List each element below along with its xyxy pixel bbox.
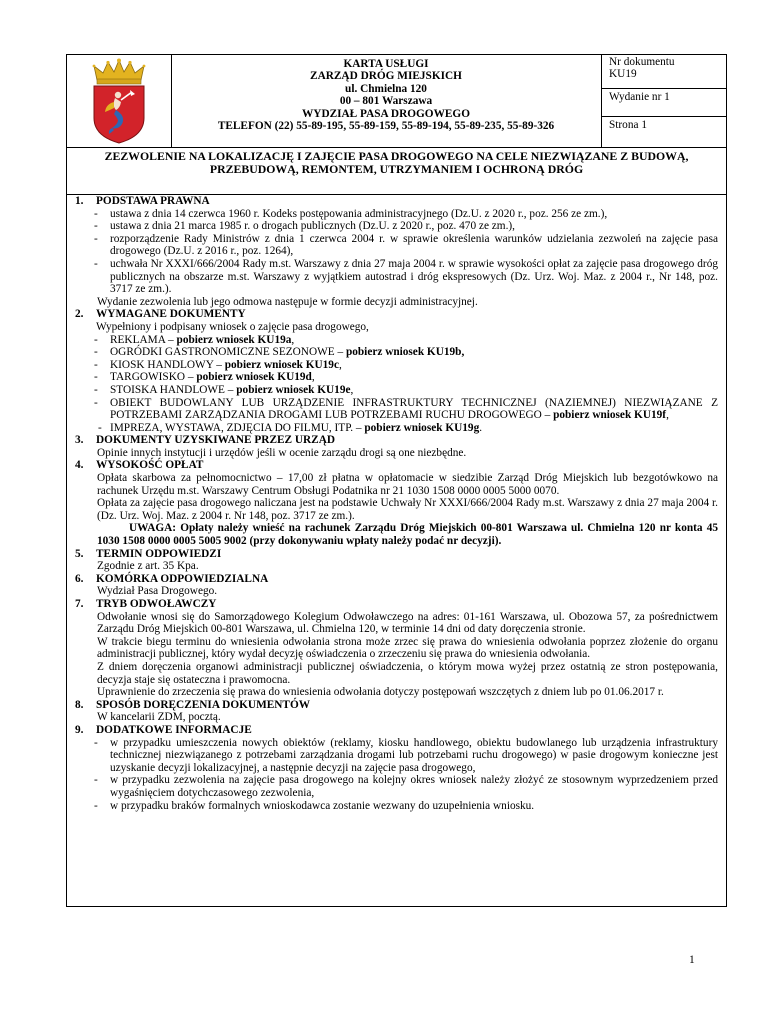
form-link-ku19c[interactable]: pobierz wniosek KU19c	[224, 358, 339, 371]
section-legal-basis	[67, 195, 726, 308]
section-appeal	[67, 598, 726, 699]
section-heading	[67, 308, 726, 321]
doc-number: KU19	[609, 68, 637, 81]
doc-number-box	[602, 55, 726, 89]
section-title: DOKUMENTY UZYSKIWANE PRZEZ URZĄD	[96, 434, 336, 447]
documents-intro: Wypełniony i podpisany wniosek o zajęcie pasa drogowego,	[96, 320, 369, 333]
section-number: 2.	[75, 308, 84, 321]
form-link-ku19b[interactable]: pobierz wniosek KU19b,	[345, 346, 465, 359]
section-title: WYSOKOŚĆ OPŁAT	[96, 459, 204, 472]
header-info-cell	[171, 55, 602, 147]
legal-note: Wydanie zezwolenia lub jego odmowa następuje w formie decyzji administracyjnej.	[97, 295, 478, 308]
form-link-ku19g[interactable]: pobierz wniosek KU19g	[364, 421, 480, 434]
form-link-ku19a[interactable]: pobierz wniosek KU19a	[176, 333, 292, 346]
department-name: WYDZIAŁ PASA DROGOWEGO	[301, 107, 470, 120]
page-box	[602, 117, 726, 147]
list-item: - w przypadku braków formalnych wnioskodawca zostanie wezwany do uzupełnienia wniosku.	[94, 799, 535, 812]
section-heading	[67, 548, 726, 561]
list-item: - OBIEKT BUDOWLANY LUB URZĄDZENIE INFRASTRUKTURY TECHNICZNEJ (NAZIEMNEJ) NIEZWIĄZANE Z POTRZEBAMI ZARZĄDZANIA DROGAMI LUB POTRZEBAMI RUCHU DROGOWEGO – pobierz wniosek KU19f,	[94, 396, 718, 422]
institution-street: ul. Chmielna 120	[345, 82, 427, 95]
section-response-time	[67, 548, 726, 573]
section-fees	[67, 459, 726, 547]
section-text: Wydział Pasa Drogowego.	[97, 585, 218, 598]
list-item: - uchwała Nr XXXI/666/2004 Rady m.st. Warszawy z dnia 27 maja 2004 r. w sprawie wysokości opłat za zajęcie pasa drogowego dróg publicznych na obszarze m.st. Warszawy z wyjątkiem autostrad i dróg ekspresowych (Dz. Urz. Woj. Maz. z 2004 r., Nr 148, poz. 3717 ze zm.).	[94, 257, 718, 296]
appeal-paragraph: Odwołanie wnosi się do Samorządowego Kolegium Odwoławczego na adres: 01-161 Warszawa, ul. Obozowa 57, za pośrednictwem Zarządu Dróg Miejskich 00-801 Warszawa, ul. Chmielna 120, w terminie 14 dni od daty doręczenia stronie.	[97, 610, 718, 636]
section-title: WYMAGANE DOKUMENTY	[96, 308, 246, 321]
section-delivery	[67, 699, 726, 724]
section-number: 5.	[75, 547, 84, 560]
card-title: KARTA USŁUGI	[343, 58, 429, 70]
appeal-paragraph: Uprawnienie do zrzeczenia się prawa do wniesienia odwołania dotyczy postępowań wszczętych z dniem lub po 01.06.2017 r.	[97, 686, 664, 699]
title-line-1: ZEZWOLENIE NA LOKALIZACJĘ I ZAJĘCIE PASA DROGOWEGO NA CELE NIEZWIĄZANE Z BUDOWĄ,	[104, 149, 689, 163]
section-title: SPOSÓB DORĘCZENIA DOKUMENTÓW	[96, 698, 311, 711]
form-link-ku19f[interactable]: pobierz wniosek KU19f	[553, 409, 667, 422]
section-title: TERMIN ODPOWIEDZI	[96, 547, 222, 560]
institution-city: 00 – 801 Warszawa	[339, 95, 433, 108]
service-card-frame	[66, 54, 727, 907]
page-number: 1	[689, 954, 695, 966]
list-item: - rozporządzenie Rady Ministrów z dnia 1 czerwca 2004 r. w sprawie określenia warunków udzielania zezwoleń na zajęcie pasa drogowego (Dz.U. z 2016 r., poz. 1264),	[94, 232, 718, 258]
section-additional-info	[67, 724, 726, 812]
section-number: 3.	[75, 434, 84, 447]
section-title: KOMÓRKA ODPOWIEDZIALNA	[96, 572, 269, 585]
edition-box	[602, 89, 726, 117]
section-number: 8.	[75, 698, 84, 711]
list-item: - KIOSK HANDLOWY – pobierz wniosek KU19c,	[94, 358, 342, 371]
section-number: 7.	[75, 598, 84, 610]
section-text: Zgodnie z art. 35 Kpa.	[97, 560, 199, 573]
section-title: DODATKOWE INFORMACJE	[96, 723, 252, 736]
section-heading	[67, 459, 726, 472]
list-item: - ustawa z dnia 21 marca 1985 r. o drogach publicznych (Dz.U. z 2020 r., poz. 470 ze zm.),	[94, 220, 515, 233]
section-title: PODSTAWA PRAWNA	[96, 195, 210, 207]
document-title	[67, 147, 726, 195]
warsaw-coat-of-arms-icon	[88, 58, 150, 144]
section-heading	[67, 699, 726, 712]
list-item: - STOISKA HANDLOWE – pobierz wniosek KU19e,	[94, 383, 354, 396]
section-responsible-unit	[67, 573, 726, 598]
section-documents-obtained	[67, 434, 726, 459]
document-meta-cell	[602, 55, 726, 147]
list-item: - w przypadku umieszczenia nowych obiektów (reklamy, kiosku handlowego, obiektu budowlanego lub urządzenia infrastruktury technicznej niezwiązanego z potrzebami zarządzania drogami lub potrzebami ruchu drogowego) w pasie drogowym konieczne jest uzyskanie decyzji lokalizacyjnej, a następnie decyzji na zajęcie pasa drogowego,	[94, 736, 718, 774]
content-body	[67, 195, 726, 812]
lane-fee-text: Opłata za zajęcie pasa drogowego naliczana jest na podstawie Uchwały Nr XXXI/666/2004 Rady m.st. Warszawy z dnia 27 maja 2004 r. (Dz. Urz. Woj. Maz. z 2004 r. Nr 148, poz. 3717 ze zm.).	[97, 497, 718, 522]
section-text: Opinie innych instytucji i urzędów jeśli w ocenie zarządu drogi są one niezbędne.	[97, 446, 467, 459]
section-number: 9.	[75, 723, 84, 736]
section-heading	[67, 195, 726, 208]
payment-warning: UWAGA: Opłaty należy wnieść na rachunek Zarządu Dróg Miejskich 00-801 Warszawa ul. Chmielna 120 nr konta 45 1030 1508 0000 0005 5005 9002 (przy dokonywaniu wpłaty należy podać nr decyzji).	[97, 522, 718, 548]
list-item: - TARGOWISKO – pobierz wniosek KU19d,	[94, 371, 315, 384]
section-text: W kancelarii ZDM, pocztą.	[97, 711, 221, 724]
list-item: - REKLAMA – pobierz wniosek KU19a,	[94, 333, 295, 346]
title-line-2: PRZEBUDOWĄ, REMONTEM, UTRZYMANIEM I OCHRONĄ DRÓG	[209, 162, 584, 176]
phone-numbers: TELEFON (22) 55-89-195, 55-89-159, 55-89-194, 55-89-235, 55-89-326	[217, 120, 555, 133]
header-table	[67, 55, 726, 148]
section-number: 4.	[75, 459, 84, 472]
logo-cell	[67, 55, 172, 147]
stamp-fee-text: Opłata skarbowa za pełnomocnictwo – 17,00 zł płatna w opłatomacie w siedzibie Zarząd Dróg Miejskich lub bezgotówkowo na rachunek Urzędu m.st. Warszawy Centrum Obsługi Podatnika nr 21 1030 1508 0000 0005 5000 0070.	[97, 472, 718, 497]
list-item: - ustawa z dnia 14 czerwca 1960 r. Kodeks postępowania administracyjnego (Dz.U. z 2020 r., poz. 256 ze zm.),	[94, 207, 608, 220]
list-item: - IMPREZA, WYSTAWA, ZDJĘCIA DO FILMU, ITP. – pobierz wniosek KU19g.	[98, 421, 483, 434]
appeal-paragraph: W trakcie biegu terminu do wniesienia odwołania strona może zrzec się prawa do wniesienia odwołania poprzez złożenie do organu administracji publicznej, który wydał decyzję oświadczenia o zrzeczeniu się prawa do wniesienia odwołania.	[97, 635, 718, 661]
form-link-ku19d[interactable]: pobierz wniosek KU19d	[196, 371, 312, 384]
appeal-paragraph: Z dniem doręczenia organowi administracji publicznej oświadczenia, o którym mowa wyżej przez ostatnią ze stron postępowania, decyzja staje się ostateczna i prawomocna.	[97, 660, 718, 686]
page-indicator: Strona 1	[609, 119, 647, 131]
section-required-documents	[67, 308, 726, 434]
section-heading	[67, 573, 726, 586]
edition-number: Wydanie nr 1	[609, 91, 670, 103]
section-heading	[67, 724, 726, 737]
list-item: - OGRÓDKI GASTRONOMICZNE SEZONOWE – pobierz wniosek KU19b,	[94, 346, 465, 359]
section-heading	[67, 434, 726, 447]
section-number: 6.	[75, 572, 84, 585]
section-heading	[67, 598, 726, 611]
form-link-ku19e[interactable]: pobierz wniosek KU19e	[236, 383, 351, 396]
section-title: TRYB ODWOŁAWCZY	[96, 598, 217, 610]
institution-name: ZARZĄD DRÓG MIEJSKICH	[310, 70, 462, 83]
list-item: - w przypadku zezwolenia na zajęcie pasa drogowego na kolejny okres wniosek należy złożyć ze stosownym wyprzedzeniem przed wygaśnięciem dotychczasowego zezwolenia,	[94, 774, 718, 799]
section-number: 1.	[75, 195, 84, 207]
doc-number-label: Nr dokumentu	[609, 56, 675, 68]
